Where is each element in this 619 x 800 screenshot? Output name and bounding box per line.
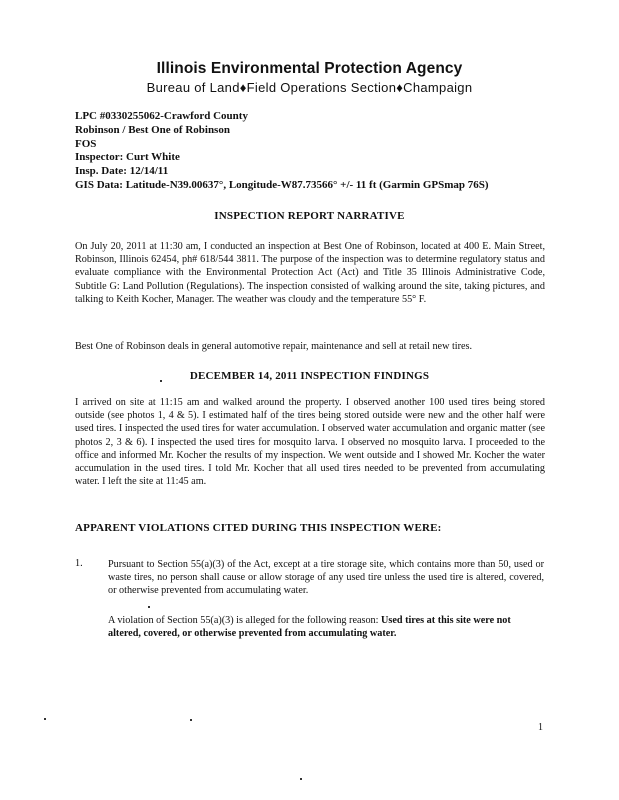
scan-speck	[190, 719, 192, 721]
narrative-paragraph: On July 20, 2011 at 11:30 am, I conducted an inspection at Best One of Robinson, located at 400 E. Main Street, Robinson, Illinois 62454, ph# 618/544 3811. The purpose of the inspection was to determine regulatory status and evaluate compliance with the Environmental Protection Act (Act) and Title 35 Illinois Administrative Code, Subtitle G: Land Pollution (Regulations). The inspection consisted of walking around the site, taking pictures, and talking to Keith Kocher, Manager. The weather was cloudy and the temperature 55° F.	[75, 241, 545, 305]
business-description: Best One of Robinson deals in general automotive repair, maintenance and sell at retail new tires.	[75, 341, 473, 352]
violation-reason	[108, 614, 544, 640]
inspector-line: Inspector: Curt White	[75, 151, 180, 164]
scan-speck	[160, 380, 162, 382]
site-line: Robinson / Best One of Robinson	[75, 123, 230, 136]
violations-heading: APPARENT VIOLATIONS CITED DURING THIS INSPECTION WERE:	[75, 522, 442, 534]
violation-number: 1.	[75, 558, 83, 569]
agency-title: Illinois Environmental Protection Agency	[156, 60, 463, 77]
scan-speck	[44, 718, 46, 720]
bureau-subtitle: Bureau of Land♦Field Operations Section♦Champaign	[146, 80, 473, 95]
narrative-heading: INSPECTION REPORT NARRATIVE	[214, 210, 405, 222]
violation-reason-lead: A violation of Section 55(a)(3) is alleged for the following reason:	[108, 615, 382, 626]
fos-line: FOS	[75, 137, 97, 150]
findings-paragraph: I arrived on site at 11:15 am and walked around the property. I observed another 100 used tires being stored outside (see photos 1, 4 & 5). I estimated half of the tires being stored outside were new and the other half were used tires. I inspected the used tires for water accumulation. I observed water accumulation and organic matter (see photos 2, 3 & 6). I inspected the used tires for mosquito larva. I observed no mosquito larva. I proceeded to the office and informed Mr. Kocher the results of my inspection. We went outside and I showed Mr. Kocher the water accumulation in the used tires. I told Mr. Kocher that all used tires needed to be prevented from accumulating water. I left the site at 11:45 am.	[75, 397, 545, 488]
violation-text: Pursuant to Section 55(a)(3) of the Act, except at a tire storage site, which contains more than 50, used or waste tires, no person shall cause or allow storage of any used tire unless the used tire is altered, covered, or otherwise prevented from accumulating water.	[108, 559, 544, 597]
scan-speck	[300, 778, 302, 780]
gis-data-line: GIS Data: Latitude-N39.00637°, Longitude-W87.73566° +/- 11 ft (Garmin GPSmap 76S)	[75, 178, 489, 191]
findings-heading: DECEMBER 14, 2011 INSPECTION FINDINGS	[189, 370, 430, 382]
violation-reason-bold: Used tires at this site were not altered, covered, or otherwise prevented from accumulating water.	[108, 615, 511, 640]
scan-speck	[148, 606, 150, 608]
inspection-metadata	[75, 110, 489, 193]
lpc-line: LPC #0330255062-Crawford County	[75, 110, 248, 122]
page-number: 1	[538, 722, 543, 733]
inspection-date-line: Insp. Date: 12/14/11	[75, 165, 169, 178]
